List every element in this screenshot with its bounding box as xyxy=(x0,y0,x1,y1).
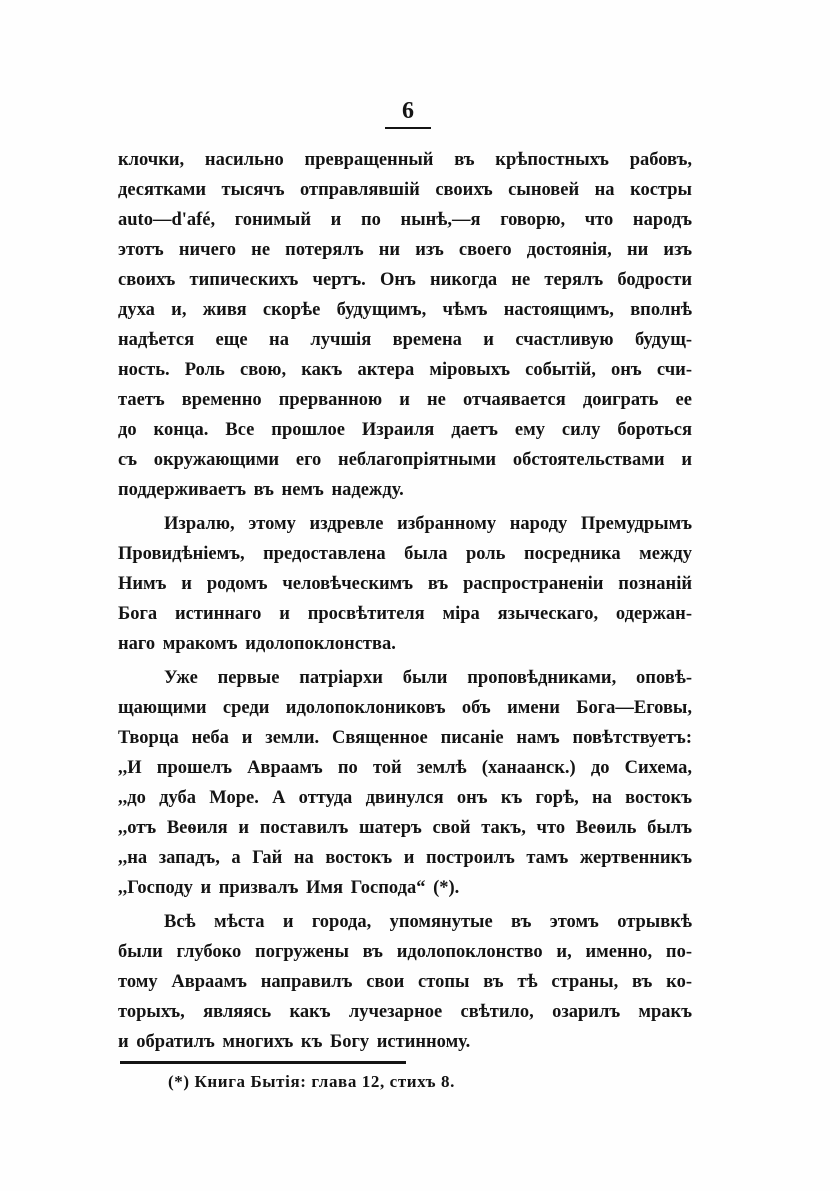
text-line: Нимъ и родомъ человѣческимъ въ распространеніи познаній xyxy=(118,574,692,594)
text-line: Бога истиннаго и просвѣтителя міра языческаго, одержан- xyxy=(118,604,692,624)
text-line: Изралю, этому издревле избранному народу Премудрымъ xyxy=(164,514,692,534)
page-number-underline xyxy=(385,127,431,129)
paragraph xyxy=(118,907,692,1057)
paragraph xyxy=(118,145,692,505)
text-line: до конца. Все прошлое Израиля даетъ ему силу бороться xyxy=(118,420,692,440)
text-line: Уже первые патріархи были проповѣдниками, оповѣ- xyxy=(164,668,692,688)
text-line: ,,на западъ, а Гай на востокъ и построилъ тамъ жертвенникъ xyxy=(118,848,692,868)
text-line: ,,отъ Веѳиля и поставилъ шатеръ свой такъ, что Веѳиль былъ xyxy=(118,818,692,838)
text-line: щающими среди идолопоклониковъ объ имени Бога—Еговы, xyxy=(118,698,692,718)
text-line: ,,до дуба Море. А оттуда двинулся онъ къ горѣ, на востокъ xyxy=(118,788,692,808)
text-line: съ окружающими его неблагопріятными обстоятельствами и xyxy=(118,450,692,470)
footnote: (*) Книга Бытія: глава 12, стихъ 8. xyxy=(168,1072,455,1091)
text-line: торыхъ, являясь какъ лучезарное свѣтило, озарилъ мракъ xyxy=(118,1002,692,1022)
text-line: поддерживаетъ въ немъ надежду. xyxy=(118,480,404,500)
text-line: десятками тысячъ отправлявшій своихъ сыновей на костры xyxy=(118,180,692,200)
text-line: духа и, живя скорѣе будущимъ, чѣмъ настоящимъ, вполнѣ xyxy=(118,300,692,320)
text-line: своихъ типическихъ чертъ. Онъ никогда не терялъ бодрости xyxy=(118,270,692,290)
text-line: были глубоко погружены въ идолопоклонство и, именно, по- xyxy=(118,942,692,962)
paragraph xyxy=(118,663,692,903)
footnote-rule xyxy=(120,1061,406,1064)
text-line: ,,Господу и призвалъ Имя Господа“ (*). xyxy=(118,878,460,898)
paragraph xyxy=(118,509,692,659)
text-line: наго мракомъ идолопоклонства. xyxy=(118,634,396,654)
body-text xyxy=(118,145,692,1057)
text-line: таетъ временно прерванною и не отчаявается доиграть ее xyxy=(118,390,692,410)
text-line: надѣется еще на лучшія времена и счастливую будущ- xyxy=(118,330,692,350)
text-line: ность. Роль свою, какъ актера міровыхъ событій, онъ счи- xyxy=(118,360,692,380)
text-line: этотъ ничего не потерялъ ни изъ своего достоянія, ни изъ xyxy=(118,240,692,260)
text-line: и обратилъ многихъ къ Богу истинному. xyxy=(118,1032,471,1052)
text-line: Провидѣніемъ, предоставлена была роль посредника между xyxy=(118,544,692,564)
text-line: auto—d'afé, гонимый и по нынѣ,—я говорю, что народъ xyxy=(118,210,692,230)
page-number: 6 xyxy=(402,98,414,124)
text-line: клочки, насильно превращенный въ крѣпостныхъ рабовъ, xyxy=(118,150,692,170)
text-line: Всѣ мѣста и города, упомянутые въ этомъ отрывкѣ xyxy=(164,912,692,932)
text-line: Творца неба и земли. Священное писаніе намъ повѣтствуетъ: xyxy=(118,728,692,748)
text-line: ,,И прошелъ Авраамъ по той землѣ (ханаанск.) до Сихема, xyxy=(118,758,692,778)
text-line: тому Авраамъ направилъ свои стопы въ тѣ страны, въ ко- xyxy=(118,972,692,992)
